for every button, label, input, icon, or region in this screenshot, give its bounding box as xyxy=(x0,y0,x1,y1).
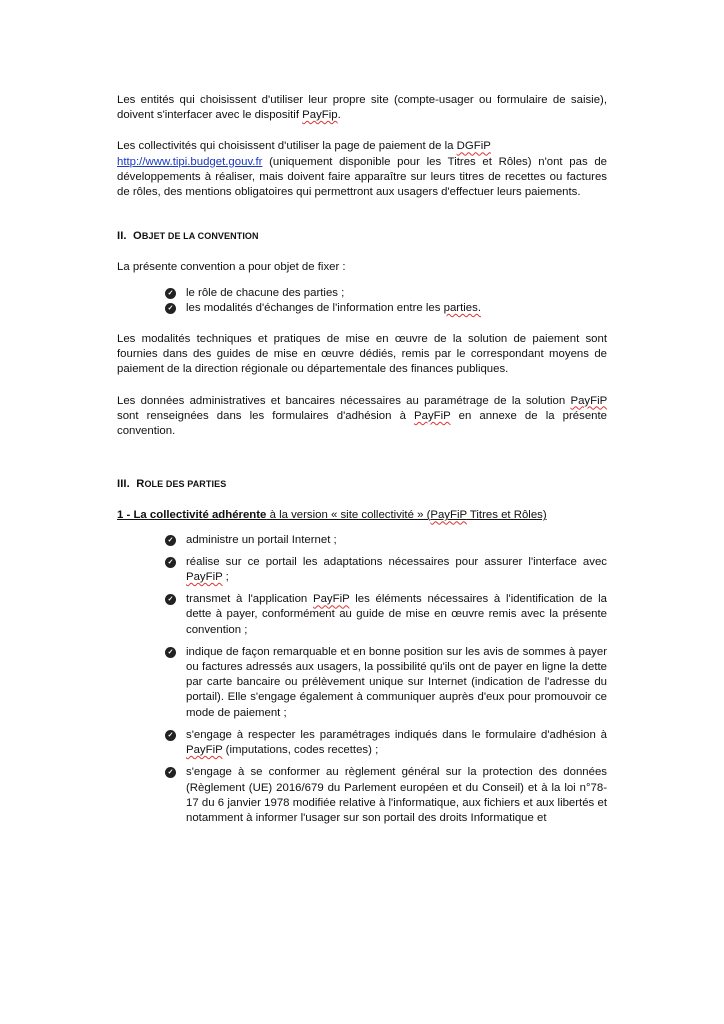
intro-p1-text: Les entités qui choisissent d'utiliser leur propre site (compte-usager ou formulaire de saisie), doivent s'interfacer avec le dispositif xyxy=(117,94,607,122)
intro-p2-rest: (uniquement disponible pour les Titres et Rôles) n'ont pas de développements à réaliser, mais doivent faire apparaître sur leurs titres de recettes ou factures de rôles, des mentions obligatoires qui permettront aux usagers d'effectuer leurs paiements. xyxy=(117,155,607,199)
payfip-term: PayFiP xyxy=(430,509,467,522)
donnees-start: Les données administratives et bancaires nécessaires au paramétrage de la solution xyxy=(117,394,571,407)
subheading-rest-start: à la version « site collectivité » ( xyxy=(266,509,431,522)
bullet-text-end: ; xyxy=(222,571,229,584)
section-2-number: II. xyxy=(117,230,127,243)
bullet-text: s'engage à se conformer au règlement général sur la protection des données (Règlement (UE) 2016/679 du Parlement européen et du Conseil) et à la loi n°78-17 du 6 janvier 1978 modifiée relative à l'informatique, aux fichiers et aux libertés et notamment à informer l'usager sur son portail des droits Informatique et xyxy=(186,766,607,824)
bullet-text-end: (imputations, codes recettes) ; xyxy=(222,744,379,757)
intro-paragraph-1 xyxy=(117,93,607,123)
section-3-title-rest: OLE DES PARTIES xyxy=(144,479,227,490)
intro-p2-start: Les collectivités qui choisissent d'utiliser la page de paiement de la xyxy=(117,140,457,153)
donnees-mid: sont renseignées dans les formulaires d'adhésion à xyxy=(117,409,415,422)
section-2-title-rest: BJET DE LA CONVENTION xyxy=(141,231,259,242)
bullet-icon: ✓ xyxy=(165,535,176,546)
section-2-paragraph-donnees xyxy=(117,394,607,440)
dgfip-term: DGFiP xyxy=(456,140,491,153)
bullet-text: transmet à l'application xyxy=(186,593,313,606)
list-item xyxy=(165,301,607,316)
list-item xyxy=(165,728,607,758)
list-item xyxy=(165,286,607,301)
section-3-subheading xyxy=(117,508,607,523)
payfip-term: PayFiP xyxy=(414,409,451,422)
subheading-rest-end: Titres et Rôles) xyxy=(466,509,547,522)
bullet-text-end: parties. xyxy=(443,301,481,314)
intro-p1-end: . xyxy=(337,109,341,122)
bullet-text: le rôle de chacune des parties ; xyxy=(186,286,345,299)
payfip-term: PayFiP xyxy=(186,744,223,757)
bullet-text: s'engage à respecter les paramétrages indiqués dans le formulaire d'adhésion à xyxy=(186,728,607,741)
section-2-bullet-list xyxy=(117,286,607,316)
bullet-icon: ✓ xyxy=(165,647,176,658)
list-item xyxy=(165,592,607,638)
bullet-text: administre un portail Internet ; xyxy=(186,533,337,546)
bullet-text-end: les éléments nécessaires à l'identification de la dette à payer, conformément au guide de mise en œuvre remis avec la présente convention ; xyxy=(186,593,607,636)
bullet-icon: ✓ xyxy=(165,557,176,568)
payfip-term: PayFip xyxy=(302,109,338,122)
payfip-term: PayFiP xyxy=(570,394,607,407)
bullet-icon: ✓ xyxy=(165,303,176,314)
section-3-title-initial: R xyxy=(136,478,145,491)
bullet-icon: ✓ xyxy=(165,594,176,605)
bullet-icon: ✓ xyxy=(165,288,176,299)
bullet-icon: ✓ xyxy=(165,767,176,778)
subheading-bold: 1 - La collectivité adhérente xyxy=(117,509,267,522)
payfip-term: PayFiP xyxy=(186,571,223,584)
bullet-text: les modalités d'échanges de l'information entre les xyxy=(186,301,444,314)
section-3-bullet-list xyxy=(117,533,607,826)
section-3-heading xyxy=(117,477,607,492)
tipi-link[interactable]: http://www.tipi.budget.gouv.fr xyxy=(117,155,263,168)
donnees-end: en annexe de la présente convention. xyxy=(117,409,607,438)
list-item xyxy=(165,533,607,548)
intro-paragraph-2 xyxy=(117,139,607,200)
section-2-paragraph-modalites: Les modalités techniques et pratiques de mise en œuvre de la solution de paiement sont fournies dans des guides de mise en œuvre dédiés, remis par le correspondant moyens de paiement de la direction régionale ou départementale des finances publiques. xyxy=(117,333,607,376)
bullet-text: indique de façon remarquable et en bonne position sur les avis de sommes à payer ou factures adressés aux usagers, la possibilité qu'ils ont de payer en ligne la dette par carte bancaire ou prélèvement unique sur Internet (indication de l'adresse du portail). Elle s'engage également à communiquer auprès d'eux pour promouvoir ce mode de paiement ; xyxy=(186,645,607,719)
payfip-term: PayFiP xyxy=(312,593,350,606)
list-item xyxy=(165,555,607,585)
bullet-text: réalise sur ce portail les adaptations nécessaires pour assurer l'interface avec xyxy=(186,555,607,568)
section-2-intro: La présente convention a pour objet de fixer : xyxy=(117,261,346,274)
section-2-heading xyxy=(117,229,607,244)
bullet-icon: ✓ xyxy=(165,730,176,741)
list-item xyxy=(165,645,607,721)
section-2-title-initial: O xyxy=(133,230,142,243)
list-item xyxy=(165,765,607,826)
section-3-number: III. xyxy=(117,478,130,491)
